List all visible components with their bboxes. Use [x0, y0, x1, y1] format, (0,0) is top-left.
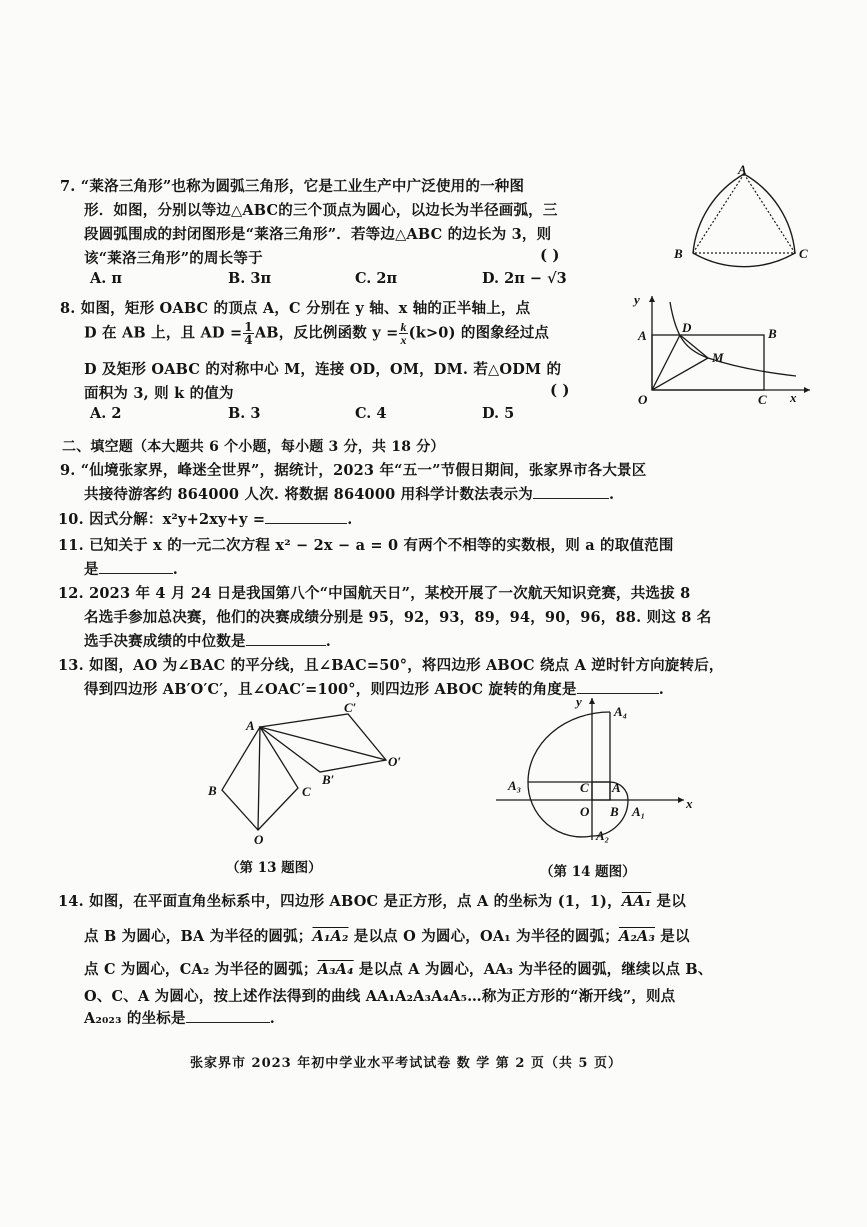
fig8-label-x: x: [790, 390, 797, 405]
page-footer: 张家界市 2023 年初中学业水平考试试卷 数 学 第 2 页（共 5 页）: [190, 1056, 623, 1071]
fig8-label-b: B: [768, 326, 777, 341]
q8-option-a: A. 2: [90, 405, 122, 422]
fig14-label-a4: A₄: [614, 704, 628, 719]
fig8-label-y: y: [634, 292, 640, 307]
fig7-label-a: A: [738, 165, 747, 177]
q8-line-4: 面积为 3, 则 k 的值为: [84, 385, 234, 402]
fig14-label-a3: A₃: [508, 778, 522, 793]
fig14-label-c: C: [580, 780, 589, 795]
q7-option-a: A. π: [90, 270, 122, 287]
q14-line-3: 点 C 为圆心，CA₂ 为半径的圆弧；A₃A₄ 是以点 A 为圆心，AA₃ 为半径的圆弧，继续以点 B、: [84, 961, 713, 978]
q10-line: 10. 因式分解：x²y+2xy+y = .: [58, 511, 353, 528]
fig13-label-a: A: [246, 718, 255, 733]
q7-line-4: 该“莱洛三角形”的周长等于: [84, 250, 263, 267]
fig14-label-a2: A₂: [596, 828, 610, 843]
fig13-label-c-prime: C′: [344, 700, 357, 715]
q7-option-b: B. 3π: [228, 270, 272, 287]
q8-option-d: D. 5: [482, 405, 515, 422]
q11-line-1: 11. 已知关于 x 的一元二次方程 x² − 2x − a = 0 有两个不相等的实数根，则 a 的取值范围: [58, 537, 674, 554]
rectangle-hyperbola-figure: [620, 288, 820, 408]
fig14-label-a1: A₁: [632, 804, 646, 819]
fig8-label-c: C: [758, 392, 767, 407]
q8-answer-paren: ( ): [550, 381, 570, 399]
q8-line-3: D 及矩形 OABC 的对称中心 M，连接 OD，OM，DM. 若△ODM 的: [84, 361, 562, 378]
q7-option-c: C. 2π: [355, 270, 398, 287]
q8-line-2: D 在 AB 上，且 AD = $\frac{1}{4}$ AB，反比例函数 y = $\frac{k}{x}$ (k>0) 的图象经过点: [84, 320, 550, 347]
fig13-label-c: C: [302, 784, 311, 799]
fig13-label-o-prime: O′: [388, 754, 402, 769]
fig13-label-b-prime: B′: [322, 772, 335, 787]
fig13-label-o: O: [254, 832, 264, 847]
section-2-heading: 二、填空题（本大题共 6 个小题，每小题 3 分，共 18 分）: [62, 439, 445, 455]
q7-line-2: 形．如图，分别以等边△ABC的三个顶点为圆心，以边长为半径画弧，三: [84, 202, 558, 219]
q12-line-2: 名选手参加总决赛，他们的决赛成绩分别是 95，92，93，89，94，90，96，88. 则这 8 名: [84, 609, 712, 626]
fig14-label-a: A: [612, 780, 621, 795]
q14-line-2: 点 B 为圆心，BA 为半径的圆弧；A₁A₂ 是以点 O 为圆心，OA₁ 为半径的圆弧；A₂A₃ 是以: [84, 928, 690, 945]
q7-answer-paren: ( ): [540, 246, 560, 264]
q12-line-3: 选手决赛成绩的中位数是 .: [84, 633, 331, 650]
q8-line-1: 8. 如图，矩形 OABC 的顶点 A，C 分别在 y 轴、x 轴的正半轴上，点: [60, 300, 531, 317]
q8-option-b: B. 3: [228, 405, 261, 422]
q13-line-2: 得到四边形 AB′O′C′，且∠OAC′=100°，则四边形 ABOC 旋转的角度是 .: [84, 681, 664, 698]
q8-option-c: C. 4: [355, 405, 387, 422]
fig8-label-a: A: [638, 328, 647, 343]
q7-line-3: 段圆弧围成的封闭图形是“莱洛三角形”．若等边△ABC 的边长为 3，则: [84, 226, 552, 243]
fig8-label-d: D: [682, 320, 692, 335]
fig7-label-c: C: [799, 246, 808, 261]
q14-line-4: O、C、A 为圆心，按上述作法得到的曲线 AA₁A₂A₃A₄A₅…称为正方形的“渐开线”，则点: [84, 988, 676, 1005]
involute-spiral-figure: [488, 694, 698, 844]
fig14-label-x: x: [686, 796, 693, 811]
q9-line-1: 9. “仙境张家界，峰迷全世界”，据统计，2023 年“五一”节假日期间，张家界市各大景区: [60, 462, 647, 479]
fig7-label-b: B: [674, 246, 683, 261]
q11-line-2: 是 .: [84, 561, 178, 578]
q7-line-1: 7. “莱洛三角形”也称为圆弧三角形，它是工业生产中广泛使用的一种图: [60, 178, 525, 195]
q12-line-1: 12. 2023 年 4 月 24 日是我国第八个“中国航天日”，某校开展了一次航天知识竞赛，共选拔 8: [58, 585, 691, 602]
q13-figure-caption: （第 13 题图）: [226, 860, 322, 876]
q14-figure-caption: （第 14 题图）: [540, 864, 636, 880]
fig8-label-m: M: [712, 350, 724, 365]
fig13-label-b: B: [208, 783, 217, 798]
fig14-label-b: B: [610, 804, 619, 819]
q13-line-1: 13. 如图，AO 为∠BAC 的平分线，且∠BAC=50°，将四边形 ABOC 绕点 A 逆时针方向旋转后，: [58, 657, 724, 674]
fig14-label-y: y: [576, 694, 582, 709]
q14-line-1: 14. 如图，在平面直角坐标系中，四边形 ABOC 是正方形，点 A 的坐标为 (1，1)，AA₁ 是以: [58, 893, 686, 910]
q9-line-2: 共接待游客约 864000 人次. 将数据 864000 用科学计数法表示为 .: [84, 486, 615, 503]
fig14-label-o: O: [580, 804, 590, 819]
fig8-label-o: O: [638, 392, 648, 407]
rotated-quadrilateral-figure: [200, 700, 420, 850]
q14-line-5: A₂₀₂₃ 的坐标是 .: [84, 1010, 275, 1027]
reuleaux-triangle-figure: [668, 165, 828, 275]
q7-option-d: D. 2π − √3: [482, 270, 567, 287]
